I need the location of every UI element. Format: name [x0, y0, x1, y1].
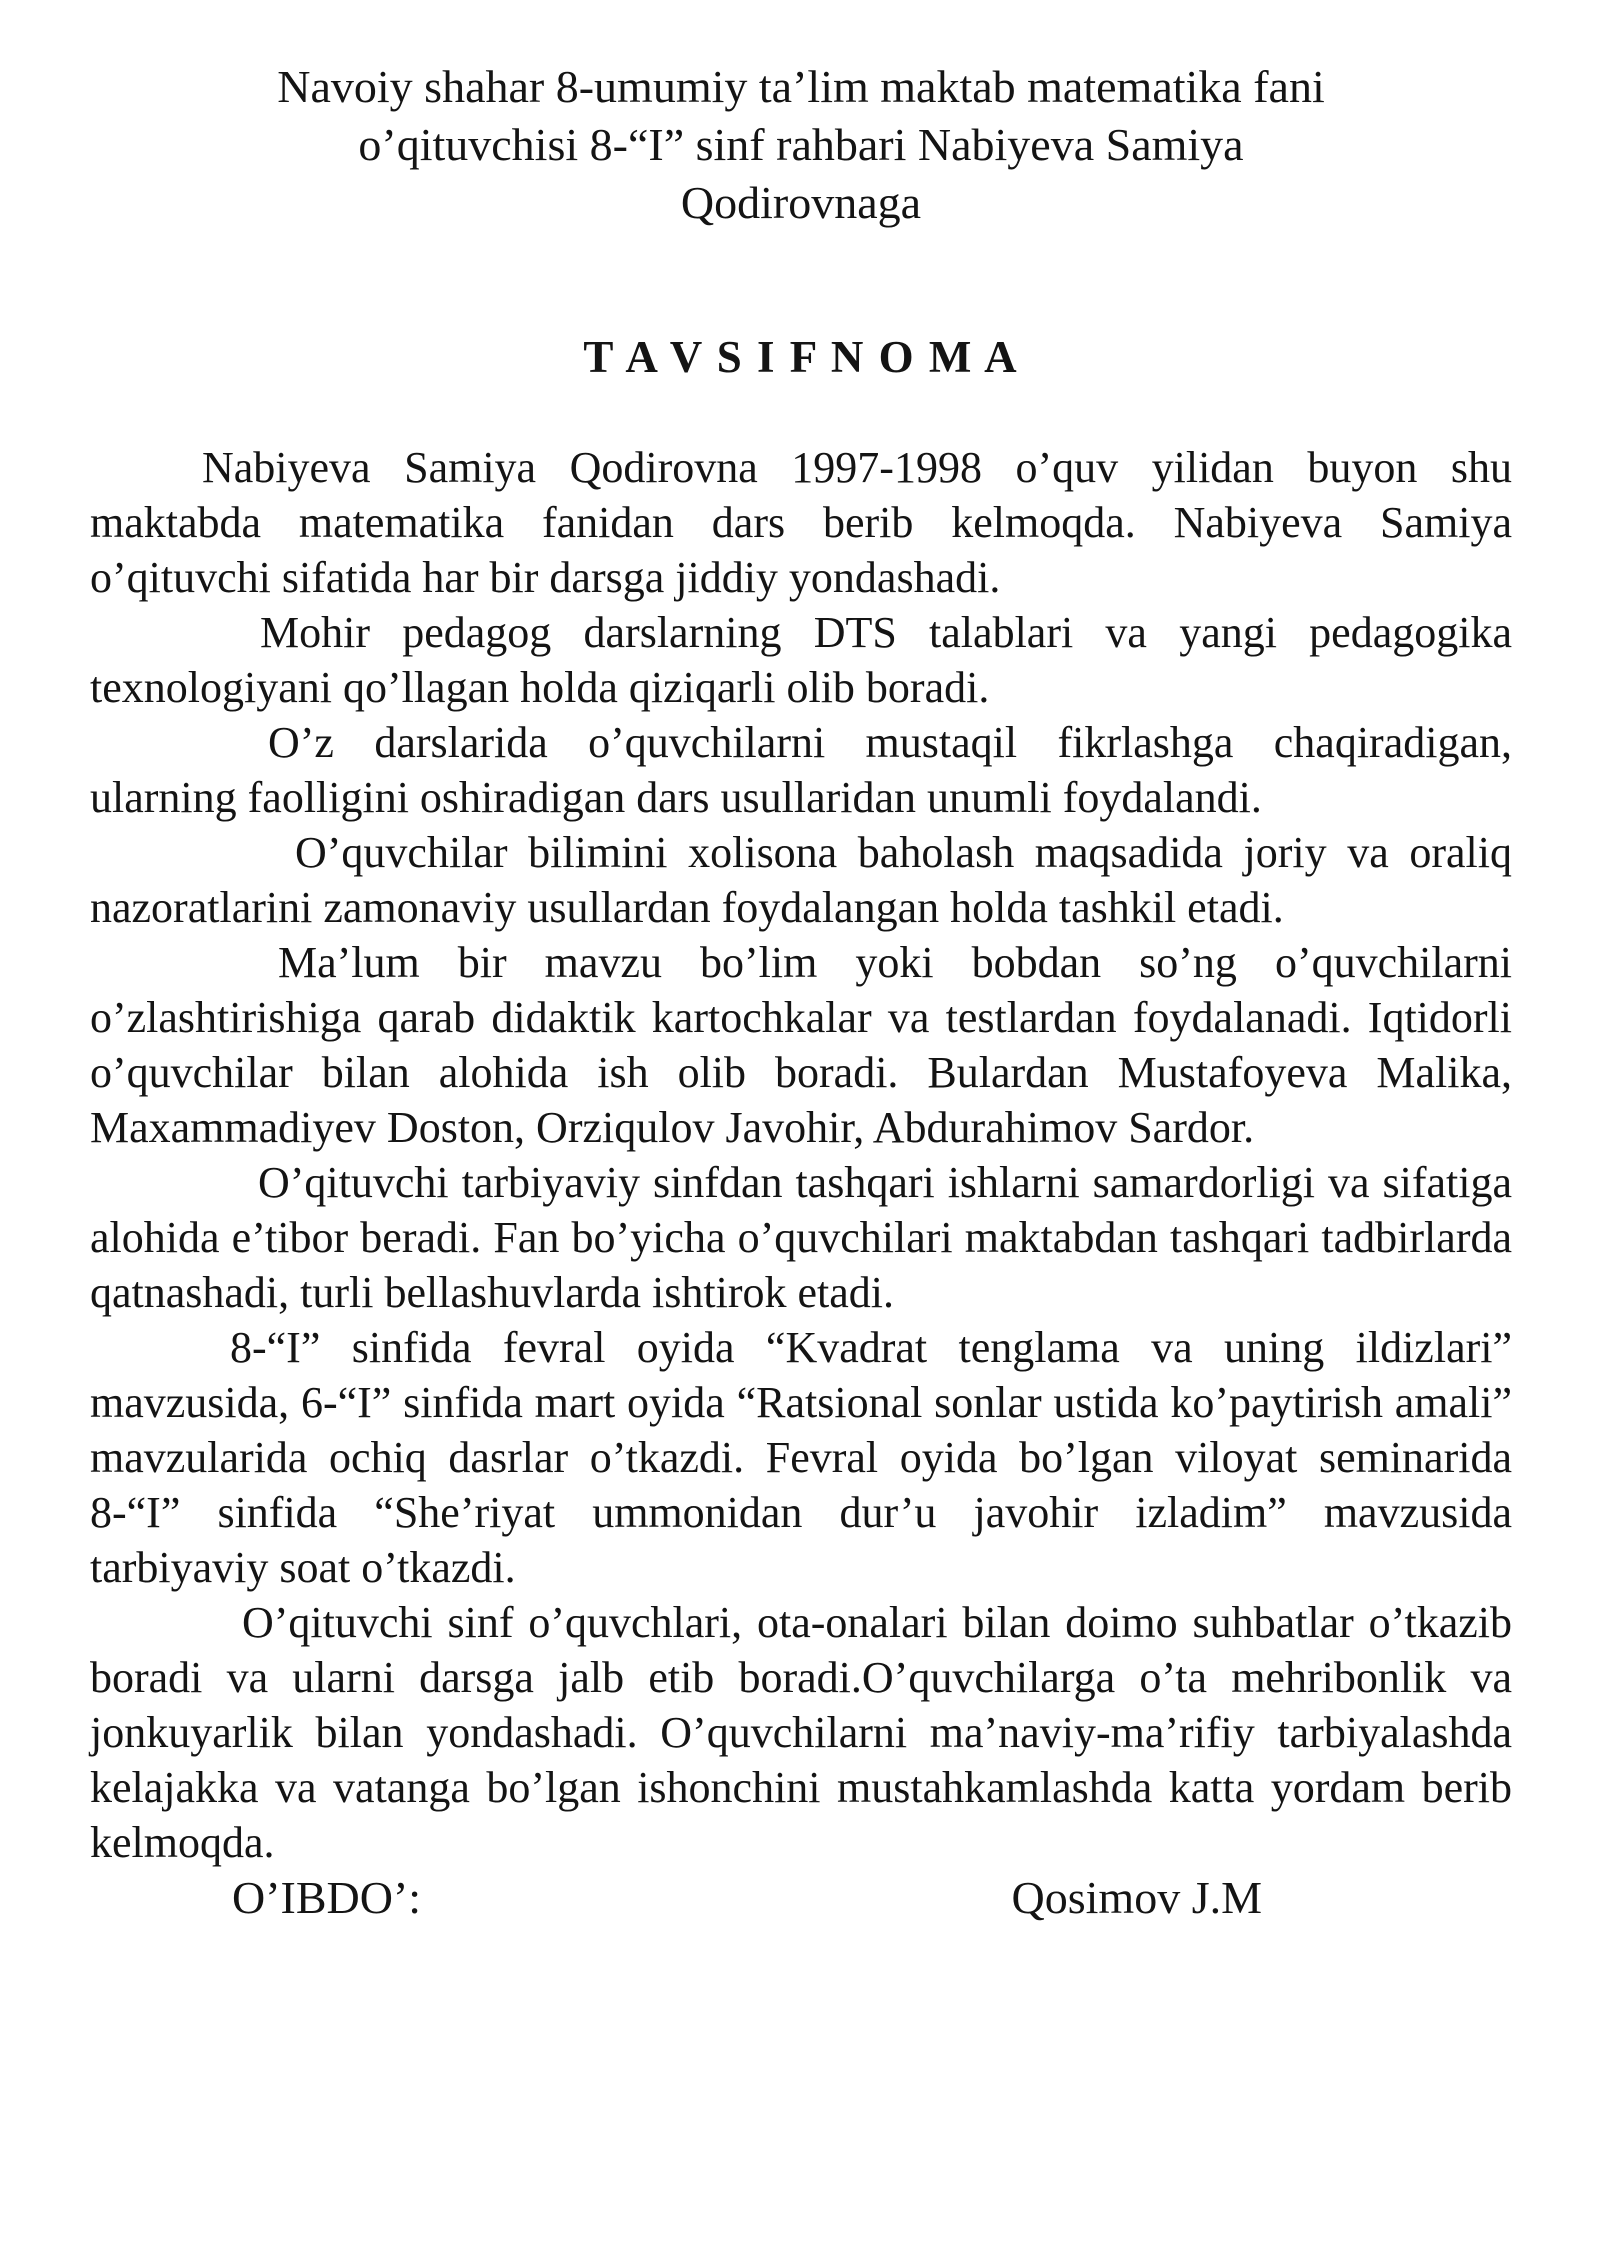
paragraph-6: O’qituvchi tarbiyaviy sinfdan tashqari ishlarni samardorligi va sifatiga alohida e’tibor beradi. Fan bo’yicha o’quvchilari maktabdan tashqari tadbirlarda qatnashadi, turli bellashuvlarda ishtirok etadi.: [90, 1158, 1512, 1317]
paragraph-5: Ma’lum bir mavzu bo’lim yoki bobdan so’ng o’quvchilarni o’zlashtirishiga qarab didaktik kartochkalar va testlardan foydalanadi. Iqtidorli o’quvchilar bilan alohida ish olib boradi. Bulardan Mustafoyeva Malika, Maxammadiyev Doston, Orziqulov Javohir, Abdurahimov Sardor.: [90, 938, 1512, 1152]
paragraph-3: O’z darslarida o’quvchilarni mustaqil fikrlashga chaqiradigan, ularning faolligini oshiradigan dars usullaridan unumli foydalandi.: [90, 718, 1512, 822]
title-line-2: o’qituvchisi 8-“I” sinf rahbari Nabiyeva Samiya: [358, 119, 1244, 170]
title-line-1: Navoiy shahar 8-umumiy ta’lim maktab matematika fani: [277, 61, 1325, 112]
paragraph-2: Mohir pedagog darslarning DTS talablari va yangi pedagogika texnologiyani qo’llagan holda qiziqarli olib boradi.: [90, 608, 1512, 712]
title-line-3: Qodirovnaga: [680, 177, 922, 228]
signature-label: O’IBDO’:: [232, 1872, 422, 1923]
paragraph-8: O’qituvchi sinf o’quvchlari, ota-onalari bilan doimo suhbatlar o’tkazib boradi va ularni darsga jalb etib boradi.O’quvchilarga o’ta mehribonlik va jonkuyarlik bilan yondashadi. O’quvchilarni ma’naviy-ma’rifiy tarbiyalashda kelajakka va vatanga bo’lgan ishonchini mustahkamlashda katta yordam berib kelmoqda.: [90, 1598, 1512, 1867]
document-title: [90, 58, 1512, 232]
signature-row: [90, 1870, 1512, 1925]
paragraph-4: O’quvchilar bilimini xolisona baholash maqsadida joriy va oraliq nazoratlarini zamonaviy usullardan foydalangan holda tashkil etadi.: [90, 828, 1512, 932]
document-body: [90, 440, 1512, 1870]
section-heading: T A V S I F N O M A: [583, 332, 1019, 382]
paragraph-7: 8-“I” sinfida fevral oyida “Kvadrat tenglama va uning ildizlari” mavzusida, 6-“I” sinfida mart oyida “Ratsional sonlar ustida ko’paytirish amali” mavzularida ochiq dasrlar o’tkazdi. Fevral oyida bo’lgan viloyat seminarida 8-“I” sinfida “She’riyat ummonidan dur’u javohir izladim” mavzusida tarbiyaviy soat o’tkazdi.: [90, 1323, 1512, 1592]
signature-name: Qosimov J.M: [1011, 1872, 1262, 1923]
paragraph-1: Nabiyeva Samiya Qodirovna 1997-1998 o’quv yilidan buyon shu maktabda matematika fanidan dars berib kelmoqda. Nabiyeva Samiya o’qituvchi sifatida har bir darsga jiddiy yondashadi.: [90, 443, 1512, 602]
